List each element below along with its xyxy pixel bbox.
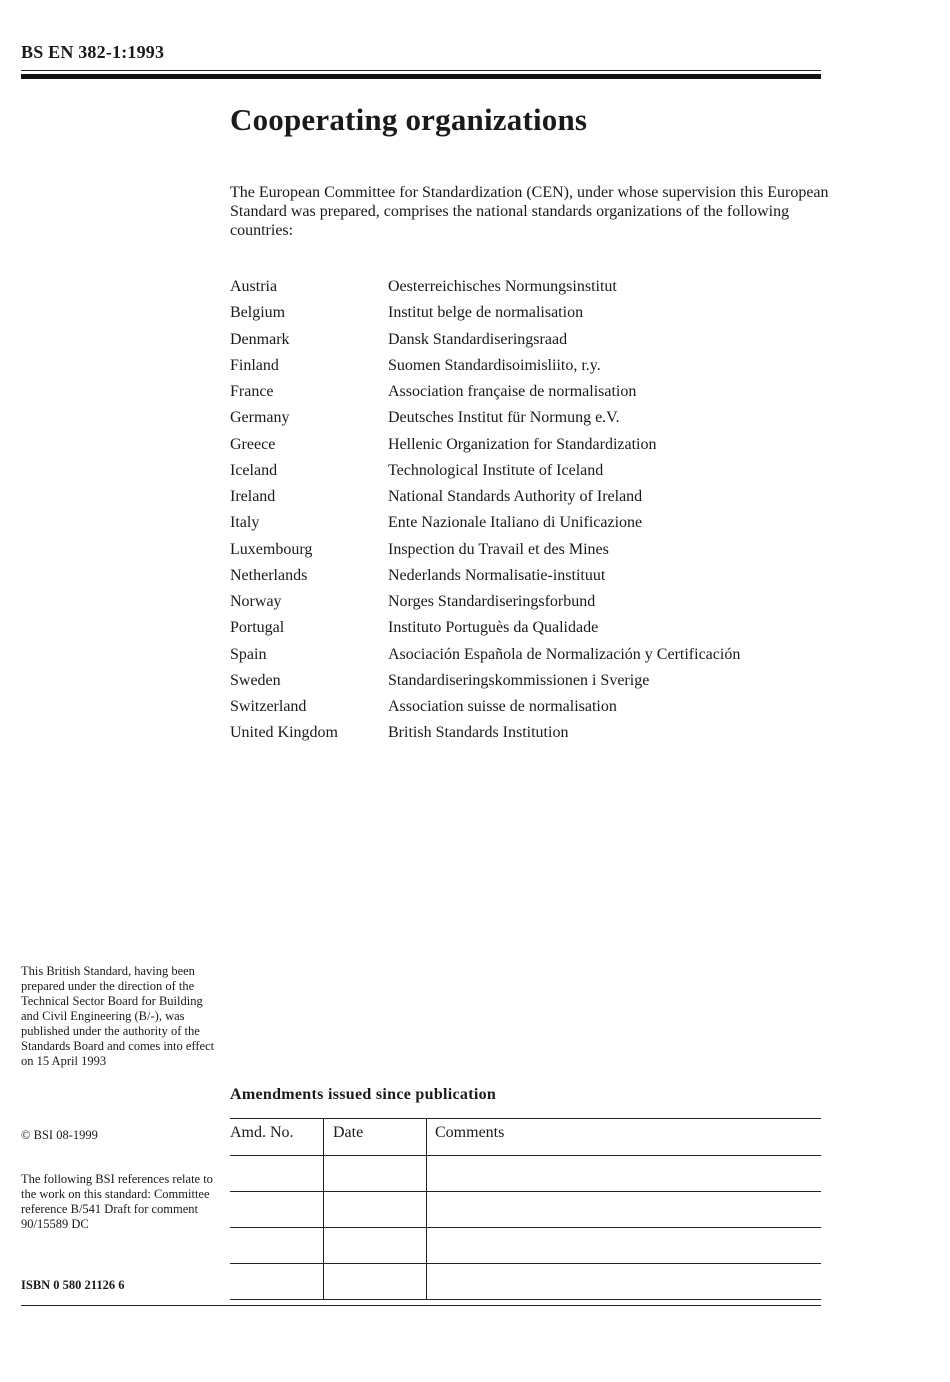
- organization-row: [230, 697, 830, 723]
- amendment-cell: [230, 1192, 324, 1228]
- organization-row: [230, 277, 830, 303]
- amendments-table: [230, 1118, 821, 1300]
- amendment-cell: [427, 1156, 822, 1192]
- organization-name: Nederlands Normalisatie-instituut: [388, 566, 606, 584]
- amendment-cell: [230, 1228, 324, 1264]
- country-name: Austria: [230, 278, 278, 295]
- organization-name: Norges Standardiseringsforbund: [388, 593, 596, 610]
- header-rule-thick: [21, 74, 821, 79]
- country-name: Greece: [230, 435, 276, 453]
- isbn: ISBN 0 580 21126 6: [21, 1278, 125, 1292]
- amendment-cell: [324, 1264, 427, 1300]
- country-name: Finland: [230, 356, 279, 374]
- organization-name: National Standards Authority of Ireland: [388, 488, 643, 505]
- country-name: France: [230, 383, 274, 400]
- publication-note: This British Standard, having been prepared under the direction of the Technical Sector Board for Building and Civil Engineering (B/-), was published under the authority of the Standards Board and comes into effect on 15 April 1993: [21, 964, 215, 1068]
- amendment-row: [230, 1192, 821, 1228]
- country-name: Italy: [230, 514, 260, 532]
- column-header-date: Date: [324, 1119, 427, 1156]
- column-header-comments: Comments: [427, 1119, 822, 1156]
- amendment-cell: [324, 1192, 427, 1228]
- footer-rule: [21, 1305, 821, 1306]
- header-rule-thin: [21, 70, 821, 71]
- amendment-row: [230, 1156, 821, 1192]
- organization-row: [230, 618, 830, 644]
- organization-row: [230, 435, 830, 461]
- organization-row: [230, 592, 830, 618]
- organization-row: [230, 671, 830, 697]
- organization-row: [230, 723, 830, 749]
- organizations-list: [230, 277, 830, 750]
- country-name: Sweden: [230, 671, 281, 689]
- amendment-cell: [427, 1192, 822, 1228]
- amendment-cell: [230, 1156, 324, 1192]
- country-name: Luxembourg: [230, 540, 313, 558]
- intro-paragraph: The European Committee for Standardization (CEN), under whose supervision this European Standard was prepared, comprises the national standards organizations of the following countries:: [230, 184, 829, 239]
- country-name: Norway: [230, 593, 282, 610]
- amendments-title: Amendments issued since publication: [230, 1086, 497, 1103]
- amendment-cell: [324, 1228, 427, 1264]
- organization-row: [230, 513, 830, 539]
- amendment-row: [230, 1228, 821, 1264]
- country-name: Netherlands: [230, 566, 308, 584]
- column-header-amd-no: Amd. No.: [230, 1119, 324, 1156]
- organization-name: Inspection du Travail et des Mines: [388, 540, 609, 558]
- document-id: BS EN 382-1:1993: [21, 42, 165, 62]
- organization-row: [230, 540, 830, 566]
- organization-name: British Standards Institution: [388, 724, 569, 742]
- organization-name: Association française de normalisation: [388, 383, 637, 400]
- organization-name: Instituto Portuguès da Qualidade: [388, 619, 599, 637]
- organization-row: [230, 356, 830, 382]
- country-name: Denmark: [230, 330, 290, 348]
- amendment-cell: [230, 1264, 324, 1300]
- organization-row: [230, 645, 830, 671]
- country-name: Spain: [230, 645, 267, 663]
- copyright-note: © BSI 08-1999: [21, 1128, 98, 1142]
- organization-name: Institut belge de normalisation: [388, 304, 584, 322]
- organization-row: [230, 408, 830, 434]
- references-note: The following BSI references relate to the work on this standard: Committee reference B/541 Draft for comment 90/15589 DC: [21, 1172, 213, 1231]
- country-name: Ireland: [230, 488, 276, 505]
- organization-name: Dansk Standardiseringsraad: [388, 330, 568, 348]
- organization-row: [230, 461, 830, 487]
- organization-name: Technological Institute of Iceland: [388, 461, 604, 479]
- amendment-cell: [427, 1228, 822, 1264]
- organization-row: [230, 330, 830, 356]
- organization-name: Association suisse de normalisation: [388, 698, 617, 715]
- country-name: United Kingdom: [230, 724, 338, 742]
- organization-row: [230, 487, 830, 513]
- organization-name: Suomen Standardisoimisliito, r.y.: [388, 356, 601, 374]
- organization-name: Deutsches Institut für Normung e.V.: [388, 409, 620, 427]
- organization-row: [230, 303, 830, 329]
- organization-name: Oesterreichisches Normungsinstitut: [388, 278, 617, 295]
- amendment-cell: [324, 1156, 427, 1192]
- page-title: Cooperating organizations: [230, 102, 588, 137]
- country-name: Switzerland: [230, 698, 307, 715]
- organization-row: [230, 382, 830, 408]
- organization-row: [230, 566, 830, 592]
- amendment-row: [230, 1264, 821, 1300]
- amendments-header-row: [230, 1119, 821, 1156]
- organization-name: Asociación Española de Normalización y Certificación: [388, 645, 741, 663]
- organization-name: Standardiseringskommissionen i Sverige: [388, 671, 650, 689]
- organization-name: Ente Nazionale Italiano di Unificazione: [388, 514, 643, 532]
- organization-name: Hellenic Organization for Standardization: [388, 435, 657, 453]
- country-name: Belgium: [230, 304, 286, 322]
- country-name: Germany: [230, 409, 290, 427]
- country-name: Iceland: [230, 461, 278, 479]
- country-name: Portugal: [230, 619, 285, 637]
- amendment-cell: [427, 1264, 822, 1300]
